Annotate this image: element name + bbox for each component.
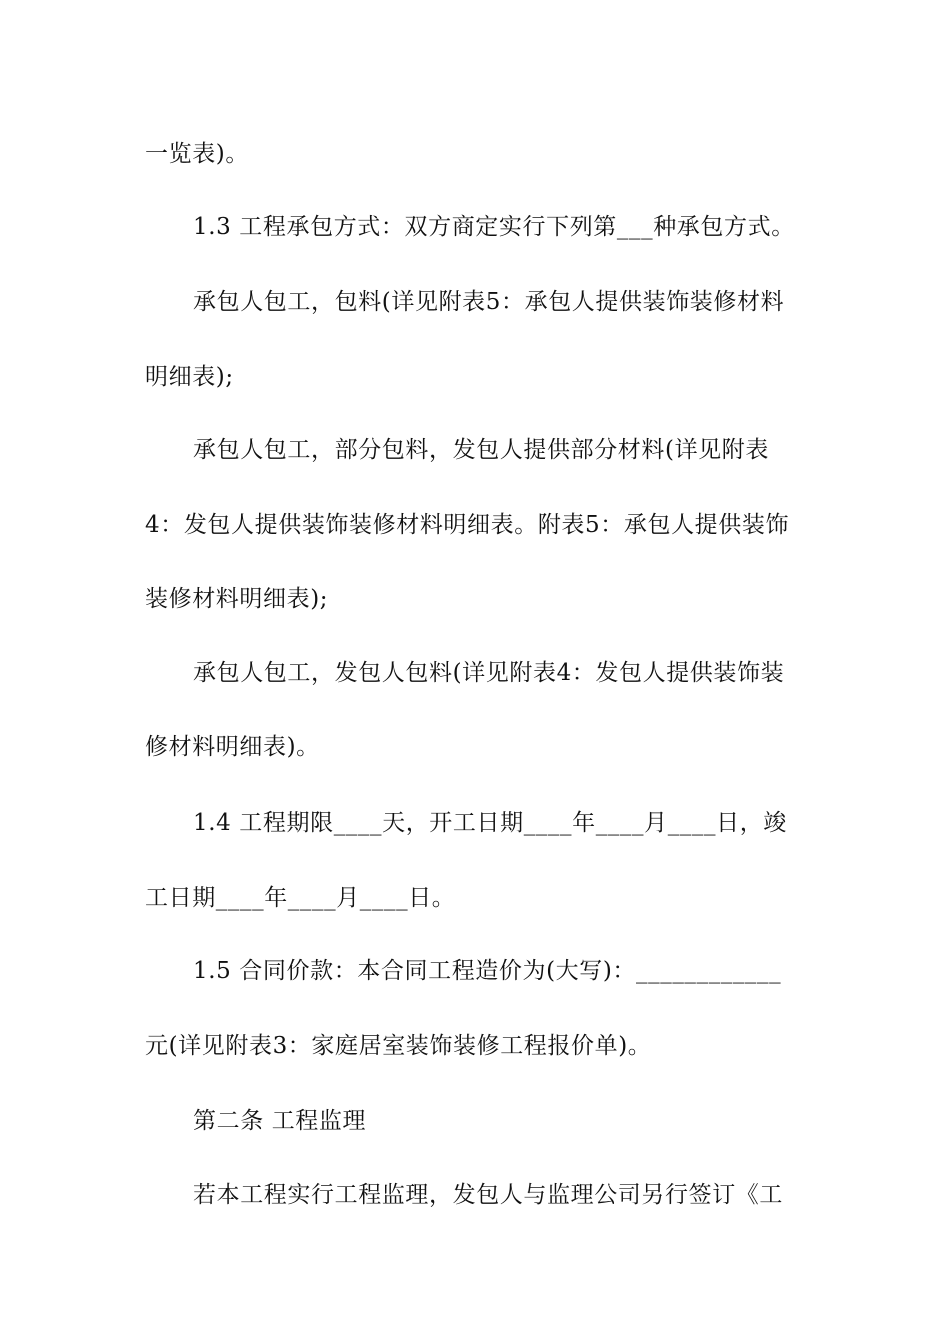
text-line-1: 一览表)。	[145, 141, 249, 167]
option-1-line-2: 明细表);	[145, 364, 234, 390]
article-2-heading: 第二条 工程监理	[193, 1108, 367, 1134]
option-2-line-1: 承包人包工，部分包料，发包人提供部分材料(详见附表	[193, 437, 769, 463]
section-1-4-line-1: 1.4 工程期限____天，开工日期____年____月____日，竣	[193, 810, 787, 836]
option-3-line-2: 修材料明细表)。	[145, 734, 320, 760]
article-2-line-1: 若本工程实行工程监理，发包人与监理公司另行签订《工	[193, 1182, 783, 1208]
section-1-3-line: 1.3 工程承包方式：双方商定实行下列第___种承包方式。	[193, 214, 795, 240]
option-2-line-3: 装修材料明细表);	[145, 586, 329, 612]
section-1-5-line-2: 元(详见附表3：家庭居室装饰装修工程报价单)。	[145, 1033, 652, 1059]
option-2-line-2: 4：发包人提供装饰装修材料明细表。附表5：承包人提供装饰	[145, 512, 790, 538]
option-3-line-1: 承包人包工，发包人包料(详见附表4：发包人提供装饰装	[193, 660, 785, 686]
section-1-5-line-1: 1.5 合同价款：本合同工程造价为(大写)：____________	[193, 958, 782, 984]
section-1-4-line-2: 工日期____年____月____日。	[145, 885, 456, 911]
option-1-line-1: 承包人包工，包料(详见附表5：承包人提供装饰装修材料	[193, 289, 785, 315]
